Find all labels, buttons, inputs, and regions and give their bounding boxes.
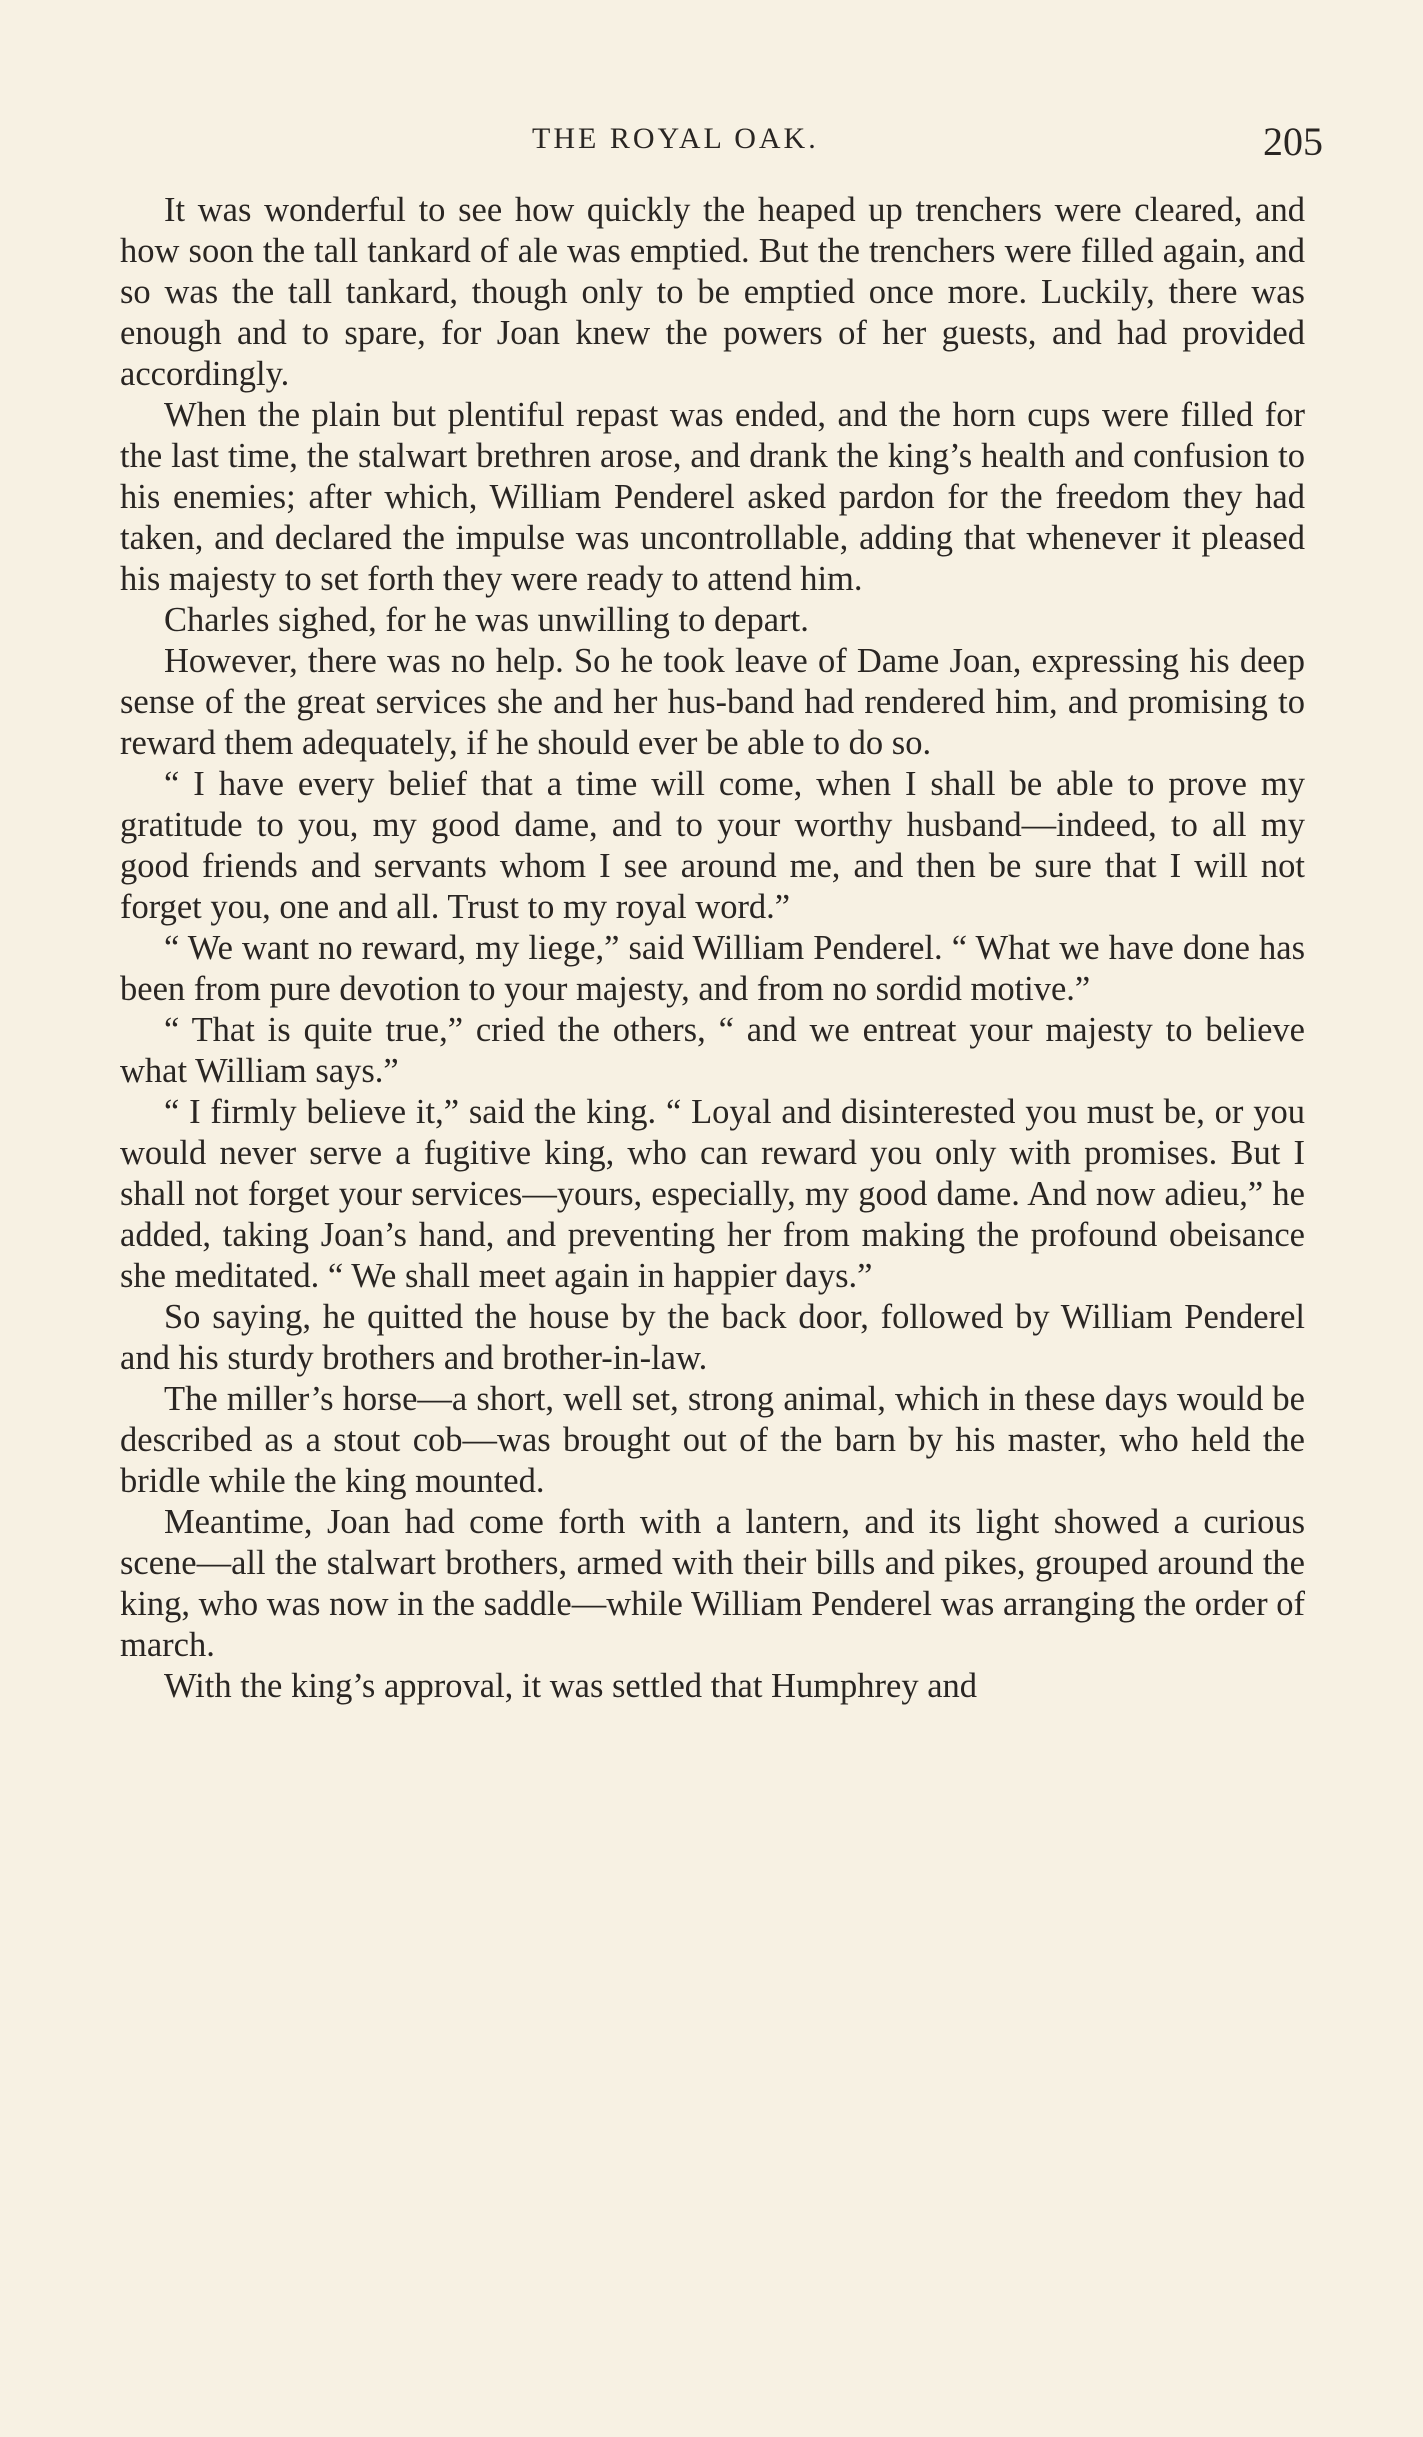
- running-header: [0, 118, 1423, 168]
- paragraph: So saying, he quitted the house by the back door, followed by William Penderel and his sturdy brothers and brother-in-law.: [120, 1298, 1305, 1377]
- paragraph: However, there was no help. So he took leave of Dame Joan, expressing his deep sense of the great services she and her hus-band had rendered him, and promising to reward them adequately, if he should ever be able to do so.: [120, 642, 1305, 762]
- paragraph: “ We want no reward, my liege,” said William Penderel. “ What we have done has been from pure devotion to your majesty, and from no sordid motive.”: [120, 929, 1305, 1008]
- paragraph: “ I firmly believe it,” said the king. “ Loyal and disinterested you must be, or you would never serve a fugitive king, who can reward you only with promises. But I shall not forget your services—yours, especially, my good dame. And now adieu,” he added, taking Joan’s hand, and preventing her from making the profound obeisance she meditated. “ We shall meet again in happier days.”: [120, 1093, 1305, 1295]
- paragraph: “ That is quite true,” cried the others, “ and we entreat your majesty to believe what William says.”: [120, 1011, 1305, 1090]
- paragraph: Meantime, Joan had come forth with a lantern, and its light showed a curious scene—all the stalwart brothers, armed with their bills and pikes, grouped around the king, who was now in the saddle—while William Penderel was arranging the order of march.: [120, 1503, 1305, 1664]
- paragraph: With the king’s approval, it was settled that Humphrey and: [164, 1667, 978, 1705]
- body-text: [120, 190, 1305, 1707]
- running-title: THE ROYAL OAK.: [532, 122, 819, 155]
- paragraph: Charles sighed, for he was unwilling to depart.: [164, 601, 809, 639]
- paragraph: It was wonderful to see how quickly the heaped up trenchers were cleared, and how soon the tall tankard of ale was emptied. But the trenchers were filled again, and so was the tall tankard, though only to be emptied once more. Luckily, there was enough and to spare, for Joan knew the powers of her guests, and had provided accordingly.: [120, 191, 1305, 393]
- paragraph: When the plain but plentiful repast was ended, and the horn cups were filled for the last time, the stalwart brethren arose, and drank the king’s health and confusion to his enemies; after which, William Penderel asked pardon for the freedom they had taken, and declared the impulse was uncontrollable, adding that whenever it pleased his majesty to set forth they were ready to attend him.: [120, 396, 1305, 598]
- paragraph: The miller’s horse—a short, well set, strong animal, which in these days would be described as a stout cob—was brought out of the barn by his master, who held the bridle while the king mounted.: [120, 1380, 1305, 1500]
- page-number: 205: [1263, 119, 1323, 164]
- paragraph: “ I have every belief that a time will come, when I shall be able to prove my gratitude to you, my good dame, and to your worthy husband—indeed, to all my good friends and servants whom I see around me, and then be sure that I will not forget you, one and all. Trust to my royal word.”: [120, 765, 1305, 926]
